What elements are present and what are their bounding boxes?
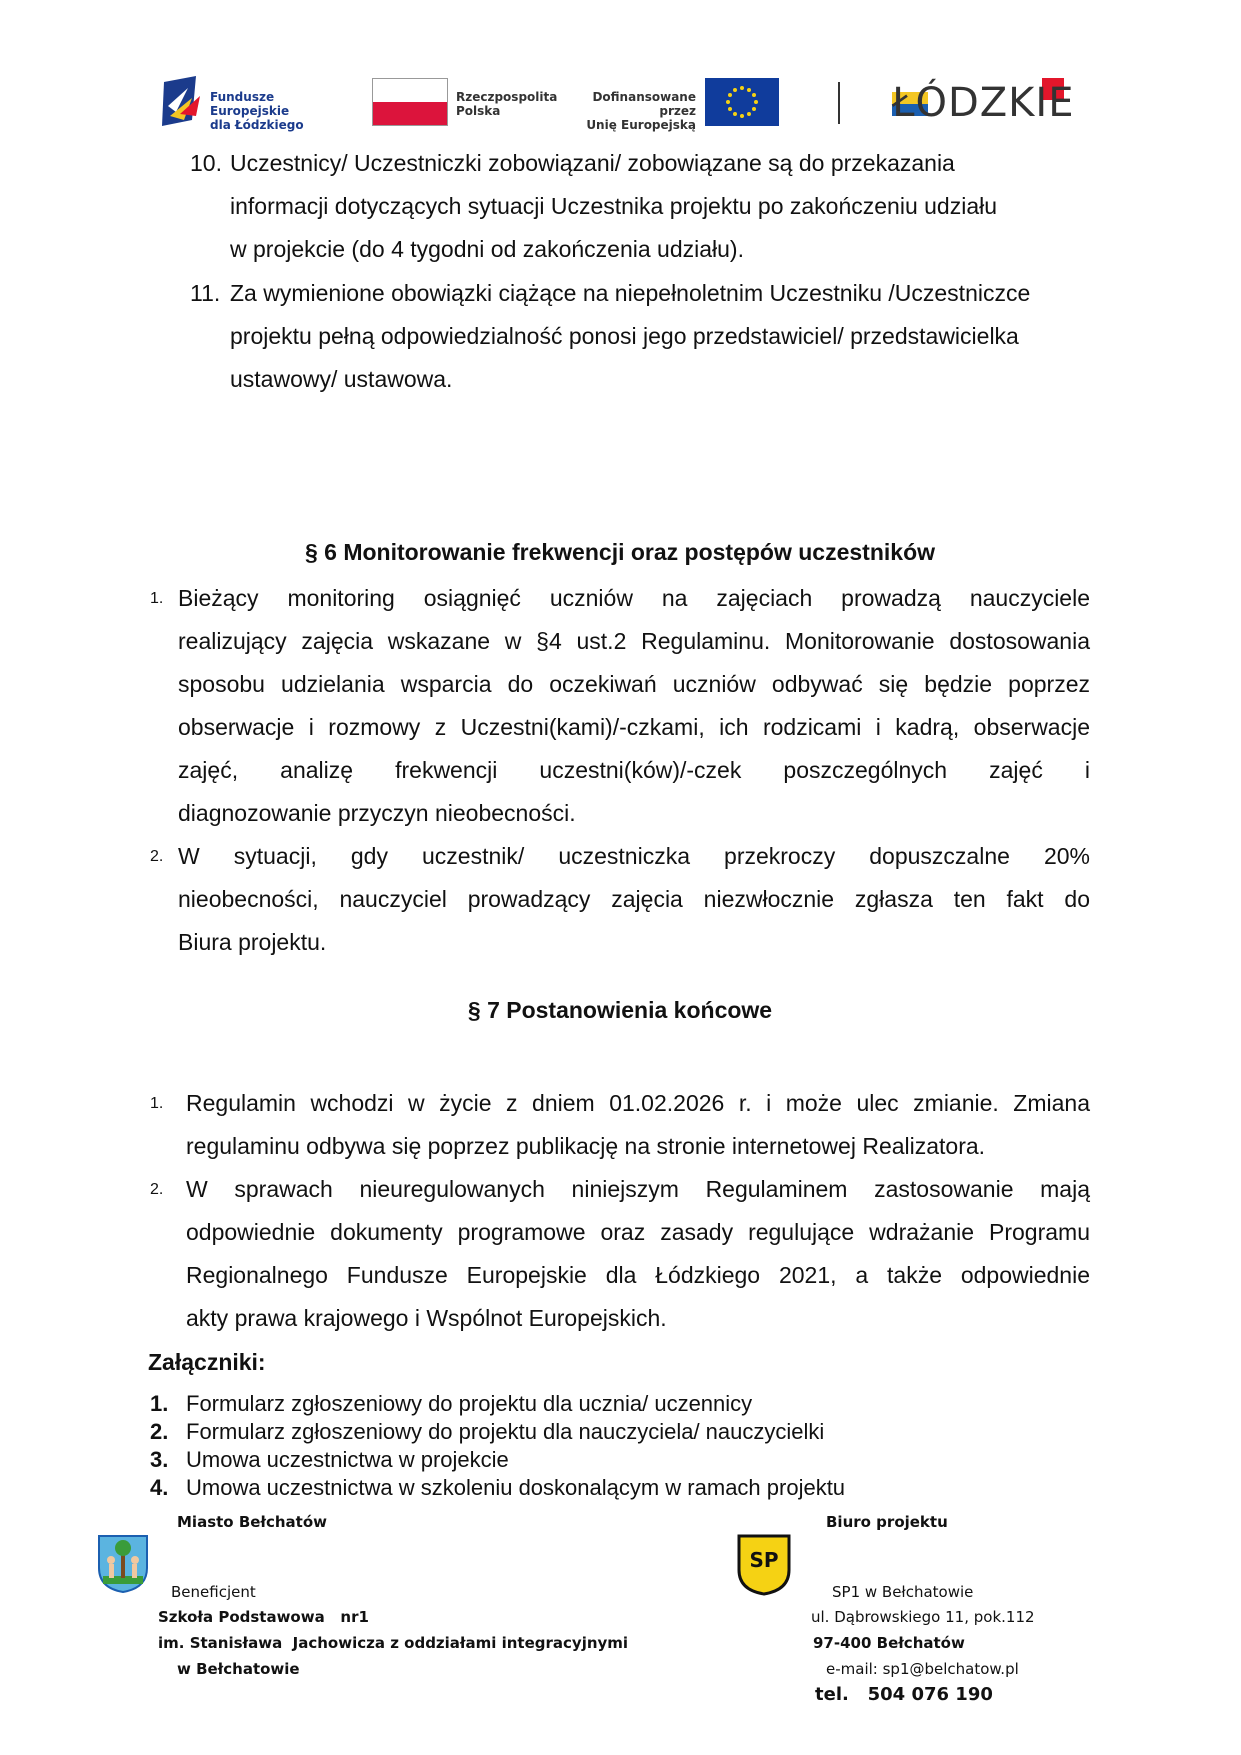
text-line: regulaminu odbywa się poprzez publikację na stronie internetowej Realizatora. — [186, 1133, 986, 1159]
sec6-heading: § 6 Monitorowanie frekwencji oraz postępów uczestników — [304, 539, 936, 565]
text-line: zajęć, analizę frekwencji uczestni(ków)/-czek poszczególnych zajęć i — [178, 757, 1090, 783]
text-line: realizujący zajęcia wskazane w §4 ust.2 Regulaminu. Monitorowanie dostosowania — [178, 628, 1090, 654]
footer-left-line3: w Bełchatowie — [177, 1660, 300, 1678]
text-line: Za wymienione obowiązki ciążące na niepełnoletnim Uczestniku /Uczestniczce — [230, 280, 1031, 306]
attachment-item — [150, 1446, 1090, 1474]
list-number: 2. — [150, 1181, 164, 1198]
footer-right-line1: SP1 w Bełchatowie — [832, 1583, 974, 1601]
list-number: 10. — [190, 150, 222, 176]
list-number: 2. — [150, 848, 164, 865]
text-line: nieobecności, nauczyciel prowadzący zajęcia niezwłocznie zgłasza ten fakt do — [178, 886, 1090, 912]
footer-right-line2: ul. Dąbrowskiego 11, pok.112 — [811, 1608, 1035, 1626]
fe-logo-line2: dla Łódzkiego — [210, 118, 304, 132]
attachments-title: Załączniki: — [148, 1349, 266, 1375]
logo-divider — [838, 82, 840, 124]
sec7-heading: § 7 Postanowienia końcowe — [467, 997, 773, 1023]
attachment-item — [150, 1390, 1090, 1418]
text-line: Regulamin wchodzi w życie z dniem 01.02.2026 r. i może ulec zmianie. Zmiana — [186, 1090, 1090, 1116]
attachment-number: 2. — [150, 1419, 169, 1444]
text-line: W sprawach nieuregulowanych niniejszym Regulaminem zastosowanie mają — [186, 1176, 1090, 1202]
list-number: 11. — [190, 280, 221, 306]
text-line: informacji dotyczących sytuacji Uczestnika projektu po zakończeniu udziału — [230, 193, 998, 219]
text-line: akty prawa krajowego i Wspólnot Europejskich. — [186, 1305, 667, 1331]
ue-line2: Unię Europejską — [586, 118, 696, 132]
attachment-text: Umowa uczestnictwa w szkoleniu doskonalącym w ramach projektu — [186, 1475, 846, 1500]
attachment-text: Formularz zgłoszeniowy do projektu dla nauczyciela/ nauczycielki — [186, 1419, 825, 1444]
footer-right-title: Biuro projektu — [826, 1513, 948, 1531]
sp1-crest-letters: SP — [749, 1548, 779, 1572]
lodzkie-text: ŁÓDZKIE — [892, 80, 1075, 126]
attachment-item — [150, 1418, 1090, 1446]
footer-left-role: Beneficjent — [171, 1583, 256, 1601]
footer-left-line2: im. Stanisława Jachowicza z oddziałami integracyjnymi — [158, 1634, 629, 1652]
text-line: W sytuacji, gdy uczestnik/ uczestniczka przekroczy dopuszczalne 20% — [178, 843, 1090, 869]
attachment-text: Formularz zgłoszeniowy do projektu dla ucznia/ uczennicy — [186, 1391, 753, 1416]
text-line: Regionalnego Fundusze Europejskie dla Łódzkiego 2021, a także odpowiednie — [186, 1262, 1090, 1288]
attachment-item — [150, 1474, 1090, 1502]
attachments-list — [150, 1390, 1090, 1502]
text-line: ustawowy/ ustawowa. — [230, 366, 453, 392]
rp-line1: Rzeczpospolita — [456, 90, 558, 104]
ue-line1: Dofinansowane przez — [592, 90, 696, 118]
polish-flag-icon — [372, 78, 448, 126]
attachment-number: 4. — [150, 1475, 169, 1500]
text-line: obserwacje i rozmowy z Uczestni(kami)/-czkami, ich rodzicami i kadrą, obserwacje — [178, 714, 1090, 740]
footer-left-line1: Szkoła Podstawowa nr1 — [158, 1608, 369, 1626]
belchatow-crest-icon — [97, 1534, 149, 1594]
footer-left-title: Miasto Bełchatów — [177, 1513, 328, 1531]
footer-right-line4: e-mail: sp1@belchatow.pl — [826, 1660, 1019, 1678]
list-number: 1. — [150, 590, 164, 607]
lodzkie-logo — [892, 76, 1092, 132]
header-logos — [160, 76, 1090, 136]
attachment-text: Umowa uczestnictwa w projekcie — [186, 1447, 509, 1472]
footer-right-tel: tel. 504 076 190 — [815, 1684, 993, 1705]
text-line: odpowiednie dokumenty programowe oraz zasady regulujące wdrażanie Programu — [186, 1219, 1090, 1245]
attachment-number: 3. — [150, 1447, 169, 1472]
list-number: 1. — [150, 1095, 164, 1112]
text-line: Uczestnicy/ Uczestniczki zobowiązani/ zobowiązane są do przekazania — [230, 150, 955, 176]
text-line: diagnozowanie przyczyn nieobecności. — [178, 800, 576, 826]
rp-line2: Polska — [456, 104, 501, 118]
text-line: Biura projektu. — [178, 929, 327, 955]
text-line: Bieżący monitoring osiągnięć uczniów na zajęciach prowadzą nauczyciele — [178, 585, 1090, 611]
sp1-crest-icon — [737, 1534, 791, 1596]
text-line: sposobu udzielania wsparcia do oczekiwań uczniów odbywać się będzie poprzez — [178, 671, 1090, 697]
text-line: w projekcie (do 4 tygodni od zakończenia udziału). — [230, 236, 744, 262]
fundusze-europejskie-logo-icon — [162, 76, 204, 128]
attachment-number: 1. — [150, 1391, 169, 1416]
text-line: projektu pełną odpowiedzialność ponosi jego przedstawiciel/ przedstawicielka — [230, 323, 1019, 349]
fe-logo-line1: Fundusze Europejskie — [210, 90, 290, 118]
eu-flag-icon — [705, 78, 779, 126]
footer-right-line3: 97-400 Bełchatów — [813, 1634, 965, 1652]
